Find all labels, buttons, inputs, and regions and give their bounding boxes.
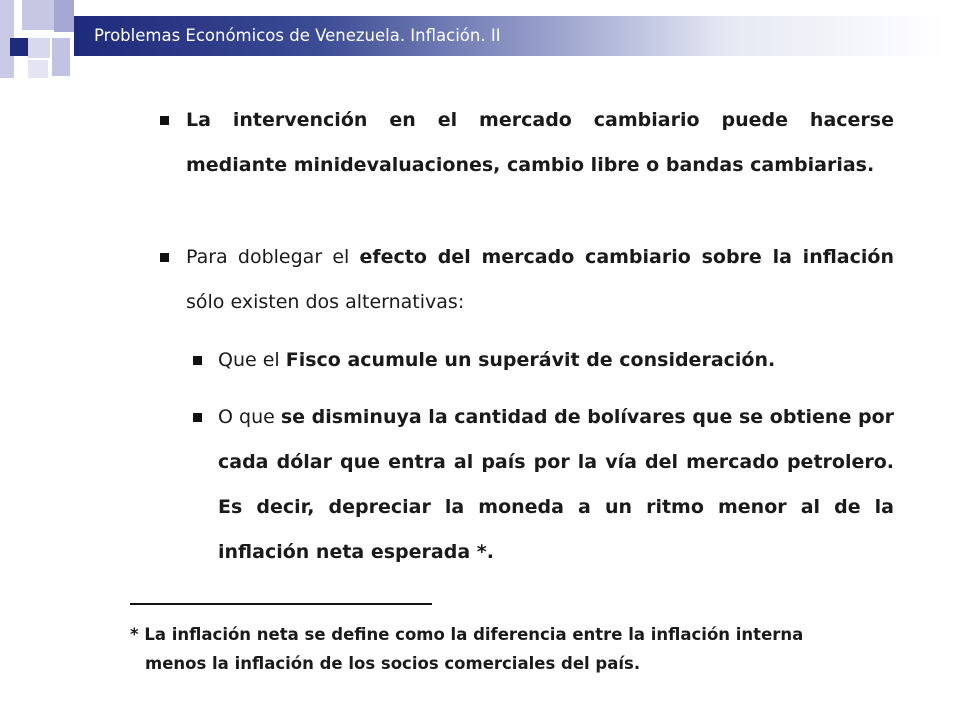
footnote-divider [130, 603, 432, 605]
sub-bullet-2-prefix: O que [218, 406, 281, 428]
bullet-square-icon [160, 116, 169, 125]
bullet-1-text: La intervención en el mercado cambiario puede hacerse mediante minidevaluaciones, cambio libre o bandas cambiarias. [186, 109, 894, 176]
bullet-2-prefix: Para doblegar el [186, 246, 360, 268]
bullet-square-icon [193, 413, 202, 422]
bullet-square-icon [160, 253, 169, 262]
sub-bullet-1-bold: Fisco acumule un superávit de consideración. [285, 349, 776, 371]
footnote-line-1: * La inflación neta se define como la diferencia entre la inflación interna [130, 625, 804, 644]
bullet-2-bold: efecto del mercado cambiario sobre la inflación [359, 246, 894, 268]
footnote-line-2: menos la inflación de los socios comerciales del país. [145, 654, 641, 673]
sub-bullet-item-2 [218, 395, 894, 575]
bullet-square-icon [193, 356, 202, 365]
bullet-item-1 [186, 98, 894, 188]
sub-bullet-1-prefix: Que el [218, 349, 286, 371]
sub-bullet-2-bold: se disminuya la cantidad de bolívares que se obtiene por cada dólar que entra al país por la vía del mercado petrolero. Es decir, depreciar la moneda a un ritmo menor al de la inflación neta esperada *. [218, 406, 894, 563]
sub-bullet-item-1 [218, 338, 894, 383]
footnote [130, 620, 894, 678]
slide-title: Problemas Económicos de Venezuela. Inflación. II [94, 26, 501, 45]
bullet-item-2 [186, 235, 894, 325]
bullet-2-suffix: sólo existen dos alternativas: [186, 291, 465, 313]
